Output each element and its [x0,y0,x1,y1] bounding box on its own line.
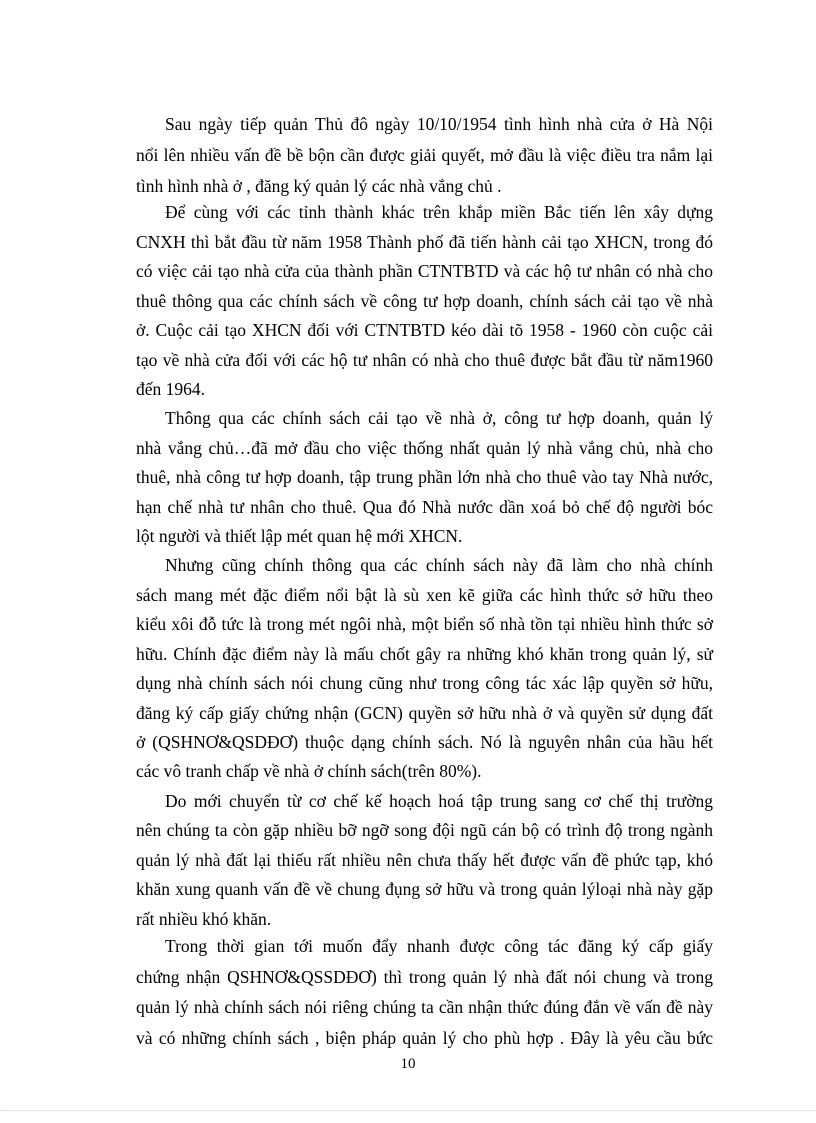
paragraph-3-line-1: Thông qua các chính sách cải tạo về nhà ở, công tư hợp doanh, quản lý [165,408,713,428]
paragraph-5-line-4: khăn xung quanh vấn đề về chung đụng sở hữu và trong quản lýloại nhà này gặp [136,879,713,899]
paragraph-4-line-5: dụng nhà chính sách nói chung cũng như trong công tác xác lập quyền sở hữu, [136,673,713,693]
paragraph-4-line-3: kiểu xôi đỗ tức là trong mét ngôi nhà, một biển số nhà tồn tại nhiều hình thức sở [136,614,713,634]
paragraph-1-line-3: tình hình nhà ở , đăng ký quản lý các nhà vắng chủ . [136,176,502,196]
paragraph-3-line-3: thuê, nhà công tư hợp doanh, tập trung phần lớn nhà cho thuê vào tay Nhà nước, [136,467,713,487]
paragraph-5-line-5: rất nhiều khó khăn. [136,909,272,929]
paragraph-4-line-7: ở (QSHNƠ&QSDĐƠ) thuộc dạng chính sách. Nó là nguyên nhân của hầu hết [136,732,713,752]
paragraph-5-line-1: Do mới chuyển từ cơ chế kế hoạch hoá tập trung sang cơ chế thị trường [165,791,713,811]
paragraph-3-line-2: nhà vắng chủ…đã mở đầu cho việc thống nhất quản lý nhà vắng chủ, nhà cho [136,438,713,458]
paragraph-4-line-6: đăng ký cấp giấy chứng nhận (GCN) quyền sở hữu nhà ở và quyền sử dụng đất [136,703,713,723]
paragraph-6-line-3: quản lý nhà chính sách nói riêng chúng ta cần nhận thức đúng đắn về vấn đề này [136,997,713,1017]
paragraph-6-line-2: chứng nhận QSHNƠ&QSSDĐƠ) thì trong quản lý nhà đất nói chung và trong [136,967,713,987]
page-bottom-divider [0,1110,816,1111]
paragraph-3-line-5: lột người và thiết lập mét quan hệ mới XHCN. [136,526,463,546]
paragraph-5-line-3: quản lý nhà đất lại thiếu rất nhiều nên chưa thấy hết được vấn đề phức tạp, khó [136,850,713,870]
paragraph-1-line-1: Sau ngày tiếp quản Thủ đô ngày 10/10/1954 tình hình nhà cửa ở Hà Nội [165,114,713,134]
paragraph-6-line-4: và có những chính sách , biện pháp quản lý cho phù hợp . Đây là yêu cầu bức [136,1028,713,1048]
paragraph-2-line-5: ở. Cuộc cải tạo XHCN đối với CTNTBTD kéo dài tõ 1958 - 1960 còn cuộc cải [136,320,713,340]
paragraph-4-line-4: hữu. Chính đặc điểm này là mấu chốt gây ra những khó khăn trong quản lý, sử [136,644,713,664]
paragraph-2-line-3: có việc cải tạo nhà cửa của thành phần CTNTBTD và các hộ tư nhân có nhà cho [136,261,713,281]
paragraph-6-line-1: Trong thời gian tới muốn đẩy nhanh được công tác đăng ký cấp giấy [165,936,713,956]
page-number: 10 [400,1056,416,1072]
paragraph-2-line-2: CNXH thì bắt đầu từ năm 1958 Thành phố đã tiến hành cải tạo XHCN, trong đó [136,232,713,252]
paragraph-4-line-2: sách mang mét đặc điểm nổi bật là sù xen kẽ giữa các hình thức sở hữu theo [136,585,713,605]
paragraph-4-line-8: các vô tranh chấp về nhà ở chính sách(trên 80%). [136,761,482,781]
paragraph-1-line-2: nổi lên nhiều vấn đề bề bộn cần được giải quyết, mở đầu là việc điều tra nắm lại [136,145,713,165]
paragraph-5-line-2: nên chúng ta còn gặp nhiều bỡ ngỡ song đội ngũ cán bộ có trình độ trong ngành [136,820,713,840]
paragraph-4-line-1: Nhưng cũng chính thông qua các chính sách này đã làm cho nhà chính [165,555,713,575]
paragraph-2-line-6: tạo về nhà cửa đối với các hộ tư nhân có nhà cho thuê được bắt đầu từ năm1960 [136,350,713,370]
paragraph-2-line-7: đến 1964. [136,379,206,399]
paragraph-3-line-4: hạn chế nhà tư nhân cho thuê. Qua đó Nhà nước dần xoá bỏ chế độ người bóc [136,497,713,517]
paragraph-2-line-1: Để cùng với các tỉnh thành khác trên khắp miền Bắc tiến lên xây dựng [165,202,713,222]
paragraph-2-line-4: thuê thông qua các chính sách về công tư hợp doanh, chính sách cải tạo về nhà [136,291,713,311]
